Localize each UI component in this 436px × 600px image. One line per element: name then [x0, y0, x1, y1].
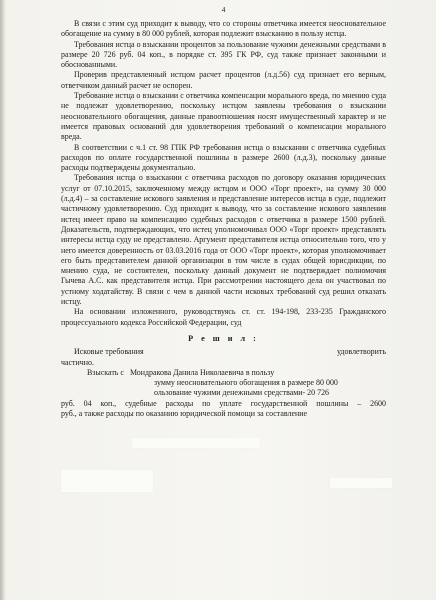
paragraph-moral-damages: Требование истца о взыскании с ответчика компенсации морального вреда, по мнению суда не подлежат удовлетворению, поскольку истцом заявлены требования о взыскании неосновательного обогащения, данные правоотношения носят имущественный характер и не имеется правовых оснований для удовлетворения требований о компенсации морального вреда.: [61, 91, 386, 142]
resolution-claims-start: Исковые требования: [74, 347, 144, 357]
paragraph-state-duty: В соответствии с ч.1 ст. 98 ГПК РФ требования истца о взыскании с ответчика судебных расходов по оплате государственной пошлины в размере 2600 (л.д.3), поскольку данные расходы подтверждены документально.: [61, 142, 386, 173]
paragraph-legal-basis: На основании изложенного, руководствуясь ст. ст. 194-198, 233-235 Гражданского процессуального кодекса Российской Федерации, суд: [61, 307, 386, 327]
resolution-recover-start: Взыскать с: [87, 367, 124, 377]
resolution-recover-line: [61, 368, 386, 378]
scan-edge-shadow: [0, 0, 5, 600]
paragraph-legal-services: Требования истца о взыскании с ответчика расходов по договору оказания юридических услуг от 07.10.2015, заключенному между истцом и ООО «Торг проект», на сумму 30 000 (л.д.4) – за составление искового заявления и представление интересов истца в суде, подлежит частичному удовлетворению. Суд приходит к выводу, что за составление искового заявления истец имеет право на компенсацию судебных расходов с ответчика в размере 1500 рублей. Доказательств, подтверждающих, что истец уполномочивал ООО «Торг проект» представлять интересы истца суду не представлено. Аргумент представителя истца относительно того, что у него имеется доверенность от 03.03.2016 года от ООО «Торг проект», которая уполномочивает его быть представителем данной организации в том числе в судах общей юрисдикции, по мнению суда, не состоятелен, поскольку данный документ не подтверждает полномочия Гычева А.С. как представителя истца. При рассмотрении настоящего дела он участвовал по устному ходатайству. В связи с чем в данной части исковых требований суд решил отказать истцу.: [61, 173, 386, 307]
redaction-mark: [61, 470, 153, 492]
redaction-mark: [132, 438, 260, 448]
page-number: 4: [221, 5, 226, 14]
resolution-claims-continuation: частично.: [61, 357, 94, 367]
paragraph-interest-claim: Требования истца о взыскании процентов за пользование чужими денежными средствами в размере 20 726 руб. 04 коп., в порядке ст. 395 ГК РФ, суд также признает законными и обоснованными.: [61, 39, 386, 70]
resolution-heading: Р е ш и л :: [188, 333, 259, 343]
resolution-interest-line: ользование чужими денежными средствами- 20 726: [154, 388, 330, 398]
resolution-claims-end: удовлетворить: [336, 347, 386, 357]
resolution-defendant-name: Мондракова Данила Николаевича в пользу: [129, 367, 275, 377]
redaction-mark: [330, 478, 392, 488]
resolution-claims-line: [61, 347, 386, 357]
paragraph-interest-calculation: Проверив представленный истцом расчет процентов (л.д.56) суд признает его верным, ответчиком данный расчет не оспорен.: [61, 70, 386, 90]
resolution-duty-line: руб. 04 коп., судебные расходы по уплате государственной пошлины – 2600: [61, 398, 386, 408]
paragraph-unjust-enrichment: В связи с этим суд приходит к выводу, что со стороны ответчика имеется неосновательное обогащение на сумму в 80 000 рублей, которая подлежит взысканию в пользу истца.: [61, 19, 386, 39]
resolution-enrichment-line: зумму неосновательного обогащения в размере 80 000: [154, 378, 338, 388]
resolution-services-line: руб., а также расходы по оказанию юридической помощи за составление: [61, 408, 308, 418]
